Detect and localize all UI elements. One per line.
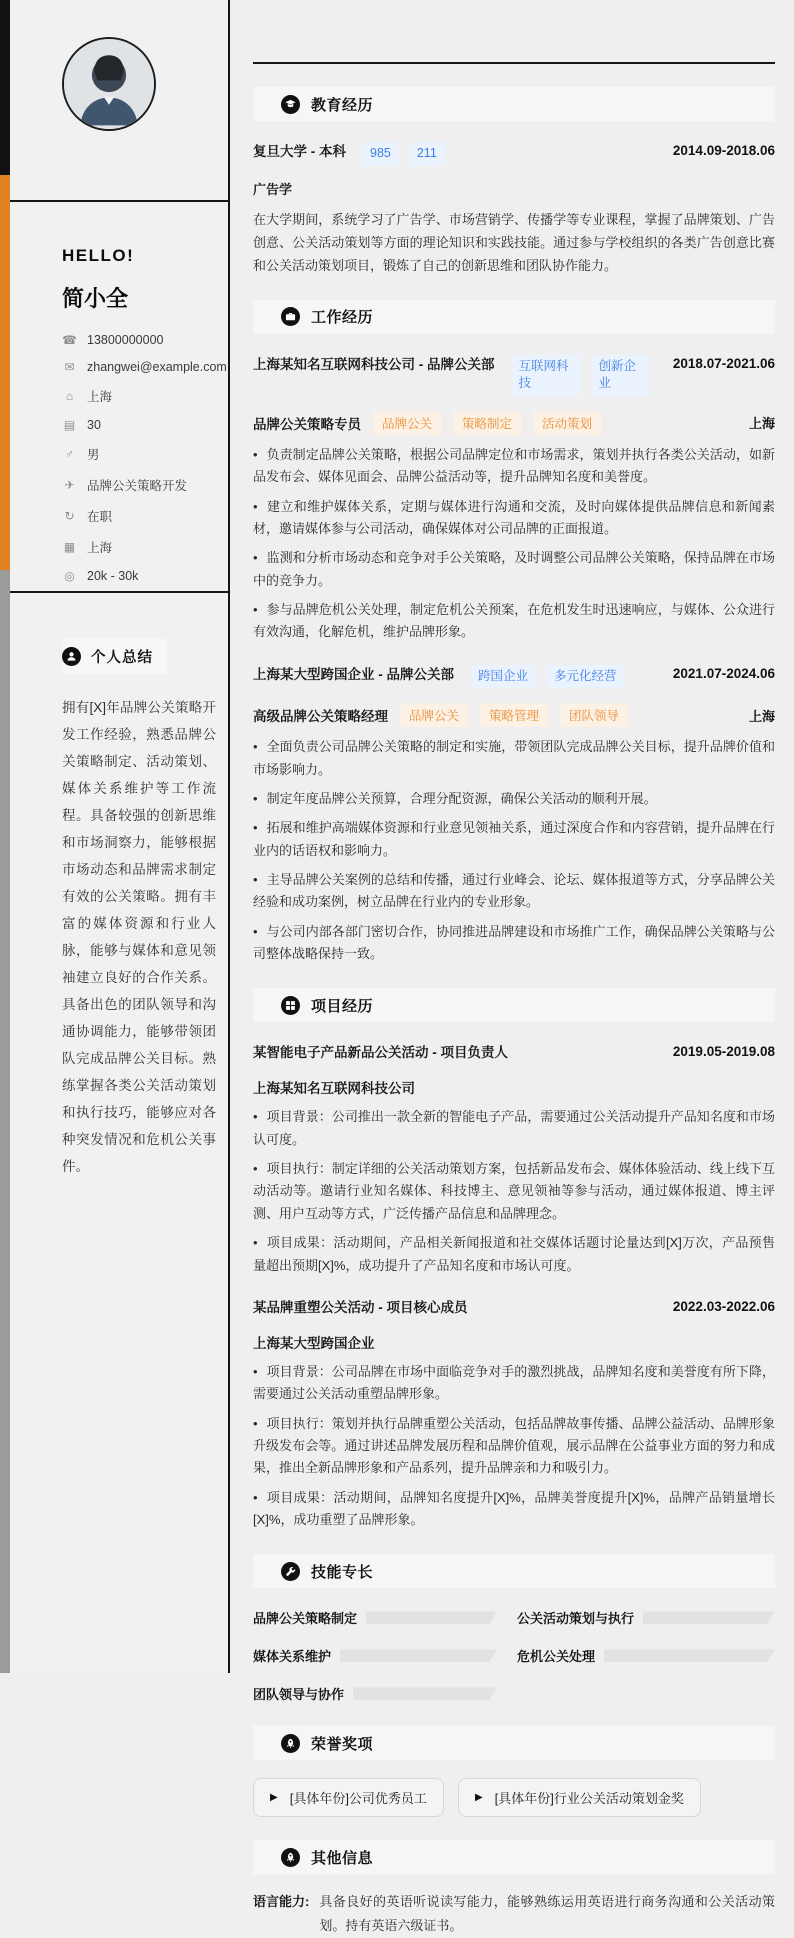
project1-bullets — [253, 1106, 775, 1277]
job2-head — [253, 665, 775, 689]
bullet: • 建立和维护媒体关系，定期与媒体进行沟通和交流，及时向媒体提供品牌信息和新闻素材，邀请媒体参与公司活动，确保媒体对公司品牌的正面报道。 — [253, 496, 775, 541]
job1-bullets — [253, 444, 775, 644]
education-header — [253, 87, 775, 121]
project1-head — [253, 1043, 775, 1064]
project2-date: 2022.03-2022.06 — [672, 1298, 775, 1314]
company-tag: 互联网科技 — [511, 355, 581, 396]
section-awards — [253, 1726, 775, 1817]
work-title: 工作经历 — [311, 309, 374, 327]
bullet: • 拓展和维护高端媒体资源和行业意见领袖关系，通过深度合作和内容营销，提升品牌在行业内的话语权和影响力。 — [253, 817, 775, 862]
skill-item — [253, 1608, 497, 1627]
work-header — [253, 300, 775, 334]
tag-985: 985 — [362, 142, 399, 166]
section-education — [253, 87, 775, 277]
skill-item — [253, 1684, 497, 1703]
skill-grid — [253, 1608, 775, 1703]
skill-label: 媒体关系维护 — [253, 1649, 332, 1665]
location-icon: ⌂ — [65, 389, 74, 403]
language-ability-text: 具备良好的英语听说读写能力，能够熟练运用英语进行商务沟通和公关活动策划。持有英语六级证书。 — [319, 1894, 775, 1934]
job1-location: 上海 — [748, 416, 775, 432]
skill-bar — [353, 1687, 497, 1700]
skill-label: 公关活动策划与执行 — [517, 1611, 635, 1627]
job1-role: 品牌公关策略专员 — [253, 416, 361, 432]
graduation-cap-icon — [281, 95, 300, 114]
other-title: 其他信息 — [311, 1849, 374, 1867]
major-name: 广告学 — [253, 181, 293, 197]
company-tag: 跨国企业 — [470, 665, 536, 689]
project-entry — [253, 1298, 775, 1531]
skill-item — [253, 1646, 497, 1665]
person-icon — [62, 647, 81, 666]
skill-bar — [604, 1649, 775, 1662]
contact-row-age — [62, 418, 216, 432]
section-other — [253, 1840, 775, 1938]
top-divider — [253, 0, 775, 64]
job2-location: 上海 — [748, 708, 775, 724]
bullet: • 与公司内部各部门密切合作，协同推进品牌建设和市场推广工作，确保品牌公关策略与公司整体战略保持一致。 — [253, 921, 775, 966]
person-name: 简小全 — [62, 286, 129, 311]
email-value: zhangwei@example.com — [87, 360, 227, 374]
summary-title: 个人总结 — [91, 650, 153, 666]
company-tag: 多元化经营 — [546, 665, 625, 689]
project2-company: 上海某大型跨国企业 — [253, 1335, 375, 1351]
phone-value: 13800000000 — [87, 333, 164, 347]
sidebar — [10, 0, 230, 1673]
skill-bar — [340, 1649, 497, 1662]
salary-value: 20k - 30k — [87, 569, 139, 583]
job-entry — [253, 355, 775, 644]
play-icon: ▶ — [270, 1792, 278, 1804]
project1-company: 上海某知名互联网科技公司 — [253, 1081, 415, 1097]
contact-row-job-status — [62, 507, 216, 525]
bullet: • 项目成果：活动期间，产品相关新闻报道和社交媒体话题讨论量达到[X]万次，产品预售量超出预期[X]%，成功提升了产品知名度和市场认可度。 — [253, 1232, 775, 1277]
education-description: 在大学期间，系统学习了广告学、市场营销学、传播学等专业课程，掌握了品牌策划、广告创意、公关活动策划等方面的理论知识和实践技能。通过参与学校组织的各类广告创意比赛和公关活动策划项目，锻炼了自己的创新思维和团队协作能力。 — [253, 211, 775, 273]
job2-date: 2021.07-2024.06 — [672, 665, 775, 681]
skills-header — [253, 1554, 775, 1588]
contact-card — [10, 202, 228, 593]
job-intention-value: 品牌公关策略开发 — [87, 479, 188, 493]
bullet: • 主导品牌公关案例的总结和传播，通过行业峰会、论坛、媒体报道等方式，分享品牌公关经验和成功案例，树立品牌在行业内的专业形象。 — [253, 869, 775, 914]
gender-icon: ♂ — [65, 447, 74, 461]
job1-date: 2018.07-2021.06 — [672, 355, 775, 371]
award-pill[interactable] — [458, 1778, 701, 1817]
contact-row-salary — [62, 569, 216, 583]
phone-icon: ☎ — [62, 333, 77, 347]
section-skills — [253, 1554, 775, 1703]
salary-icon: ◎ — [64, 569, 75, 583]
skill-bar — [366, 1611, 497, 1624]
contact-row-location — [62, 387, 216, 405]
briefcase-icon — [281, 307, 300, 326]
summary-header — [62, 639, 167, 674]
language-ability-row — [253, 1890, 775, 1938]
avatar — [62, 37, 156, 131]
bullet: • 参与品牌危机公关处理，制定危机公关预案，在危机发生时迅速响应，与媒体、公众进行有效沟通，化解危机，维护品牌形象。 — [253, 599, 775, 644]
contact-row-city — [62, 538, 216, 556]
project2-bullets — [253, 1361, 775, 1532]
project1-name: 某智能电子产品新品公关活动 - 项目负责人 — [253, 1045, 508, 1061]
accent-black-segment — [0, 0, 10, 175]
summary-card — [10, 593, 228, 1180]
job-status-icon: ↻ — [64, 509, 75, 523]
award-text: [具体年份]公司优秀员工 — [289, 1791, 427, 1807]
job-entry — [253, 665, 775, 966]
project2-name: 某品牌重塑公关活动 - 项目核心成员 — [253, 1299, 468, 1315]
project-entry — [253, 1043, 775, 1276]
job2-company-tags — [470, 665, 625, 689]
city-value: 上海 — [87, 541, 113, 555]
contact-list — [62, 333, 227, 583]
job2-role: 高级品牌公关策略经理 — [253, 709, 388, 725]
job1-head — [253, 355, 775, 396]
project2-head — [253, 1298, 775, 1319]
skills-title: 技能专长 — [311, 1563, 374, 1581]
education-title: 教育经历 — [311, 96, 374, 114]
bullet: • 项目执行：制定详细的公关活动策划方案，包括新品发布会、媒体体验活动、线上线下互动活动等。邀请行业知名媒体、科技博主、意见领袖等参与活动，通过媒体报道、博主评测、用户互动等方式，广泛传播产品信息和品牌理念。 — [253, 1158, 775, 1225]
age-icon: ▤ — [63, 418, 76, 432]
bullet: • 制定年度品牌公关预算，合理分配资源，确保公关活动的顺利开展。 — [253, 788, 775, 810]
photo-card — [10, 0, 228, 202]
contact-row-gender — [62, 445, 216, 463]
school-name: 复旦大学 - 本科 — [253, 144, 346, 159]
role-tag: 策略管理 — [480, 703, 548, 727]
bullet: • 全面负责公司品牌公关策略的制定和实施，带领团队完成品牌公关目标，提升品牌价值和市场影响力。 — [253, 736, 775, 781]
role-tag: 团队领导 — [560, 703, 628, 727]
job-intention-icon: ✈ — [64, 478, 75, 492]
awards-header — [253, 1726, 775, 1760]
skill-item — [517, 1646, 775, 1665]
projects-header — [253, 988, 775, 1022]
summary-text: 拥有[X]年品牌公关策略开发工作经验，熟悉品牌公关策略制定、活动策划、媒体关系维护等工作流程。具备较强的创新思维和市场洞察力，能够根据市场动态和品牌需求制定有效的公关策略。拥有丰富的媒体资源和行业人脉，能够与媒体和意见领袖建立良好的合作关系。具备出色的团队领导和沟通协调能力，能够带领团队完成品牌公关目标。熟练掌握各类公关活动策划和执行技巧，能够应对各种突发情况和危机公关事件。 — [62, 700, 216, 1174]
tag-211: 211 — [409, 142, 445, 166]
award-pill[interactable] — [253, 1778, 444, 1817]
location-value: 上海 — [87, 390, 113, 404]
award-text: [具体年份]行业公关活动策划金奖 — [494, 1791, 684, 1807]
bullet: • 负责制定品牌公关策略，根据公司品牌定位和市场需求，策划并执行各类公关活动，如新品发布会、媒体见面会、品牌公益活动等，提升品牌知名度和美誉度。 — [253, 444, 775, 489]
grid-icon — [281, 996, 300, 1015]
role-tag: 品牌公关 — [373, 411, 441, 435]
job1-company: 上海某知名互联网科技公司 - 品牌公关部 — [253, 356, 495, 372]
school-tags — [362, 142, 445, 166]
role-tag: 活动策划 — [533, 411, 601, 435]
skill-label: 危机公关处理 — [517, 1649, 596, 1665]
bullet: • 监测和分析市场动态和竞争对手公关策略，及时调整公司品牌公关策略，保持品牌在市场中的竞争力。 — [253, 547, 775, 592]
bullet: • 项目成果：活动期间，品牌知名度提升[X]%，品牌美誉度提升[X]%，品牌产品销量增长[X]%，成功重塑了品牌形象。 — [253, 1487, 775, 1532]
project1-date: 2019.05-2019.08 — [672, 1044, 775, 1060]
awards-title: 荣誉奖项 — [311, 1735, 374, 1753]
contact-row-phone — [62, 333, 216, 347]
education-date: 2014.09-2018.06 — [672, 143, 775, 158]
rocket-icon — [281, 1734, 300, 1753]
left-accent-strip — [0, 0, 10, 1673]
gender-value: 男 — [87, 448, 100, 462]
other-header — [253, 1840, 775, 1874]
contact-row-email — [62, 360, 227, 374]
bullet: • 项目执行：策划并执行品牌重塑公关活动，包括品牌故事传播、品牌公益活动、品牌形象升级发布会等。通过讲述品牌发展历程和品牌价值观，展示品牌在公益事业方面的努力和成果，推出全新品牌形象和产品系列，提升品牌亲和力和吸引力。 — [253, 1413, 775, 1480]
award-row — [253, 1778, 775, 1817]
bullet: • 项目背景：公司推出一款全新的智能电子产品，需要通过公关活动提升产品知名度和市场认可度。 — [253, 1106, 775, 1151]
wrench-icon — [281, 1562, 300, 1581]
skill-item — [517, 1608, 775, 1627]
job2-bullets — [253, 736, 775, 965]
job2-company: 上海某大型跨国企业 - 品牌公关部 — [253, 666, 454, 682]
contact-row-job-intention — [62, 476, 216, 494]
skill-label: 品牌公关策略制定 — [253, 1611, 358, 1627]
email-icon: ✉ — [64, 360, 75, 374]
bullet: • 项目背景：公司品牌在市场中面临竞争对手的激烈挑战，品牌知名度和美誉度有所下降，需要通过公关活动重塑品牌形象。 — [253, 1361, 775, 1406]
company-tag: 创新企业 — [591, 355, 649, 396]
projects-title: 项目经历 — [311, 997, 374, 1015]
avatar-silhouette — [64, 39, 154, 129]
job1-company-tags — [511, 355, 649, 396]
skill-label: 团队领导与协作 — [253, 1687, 345, 1703]
role-tag: 策略制定 — [453, 411, 521, 435]
accent-orange-segment — [0, 175, 10, 570]
role-tag: 品牌公关 — [400, 703, 468, 727]
hello-text: HELLO! — [62, 246, 135, 265]
age-value: 30 — [87, 418, 101, 432]
job-status-value: 在职 — [87, 510, 113, 524]
resume-main — [232, 0, 794, 1934]
job2-role-row — [253, 703, 775, 727]
job1-role-row — [253, 411, 775, 435]
language-ability-label: 语言能力: — [253, 1894, 310, 1910]
rocket-icon — [281, 1848, 300, 1867]
city-icon: ▦ — [63, 540, 76, 554]
section-work — [253, 300, 775, 966]
section-projects — [253, 988, 775, 1531]
skill-bar — [643, 1611, 775, 1624]
education-entry — [253, 142, 775, 166]
play-icon: ▶ — [474, 1792, 483, 1804]
